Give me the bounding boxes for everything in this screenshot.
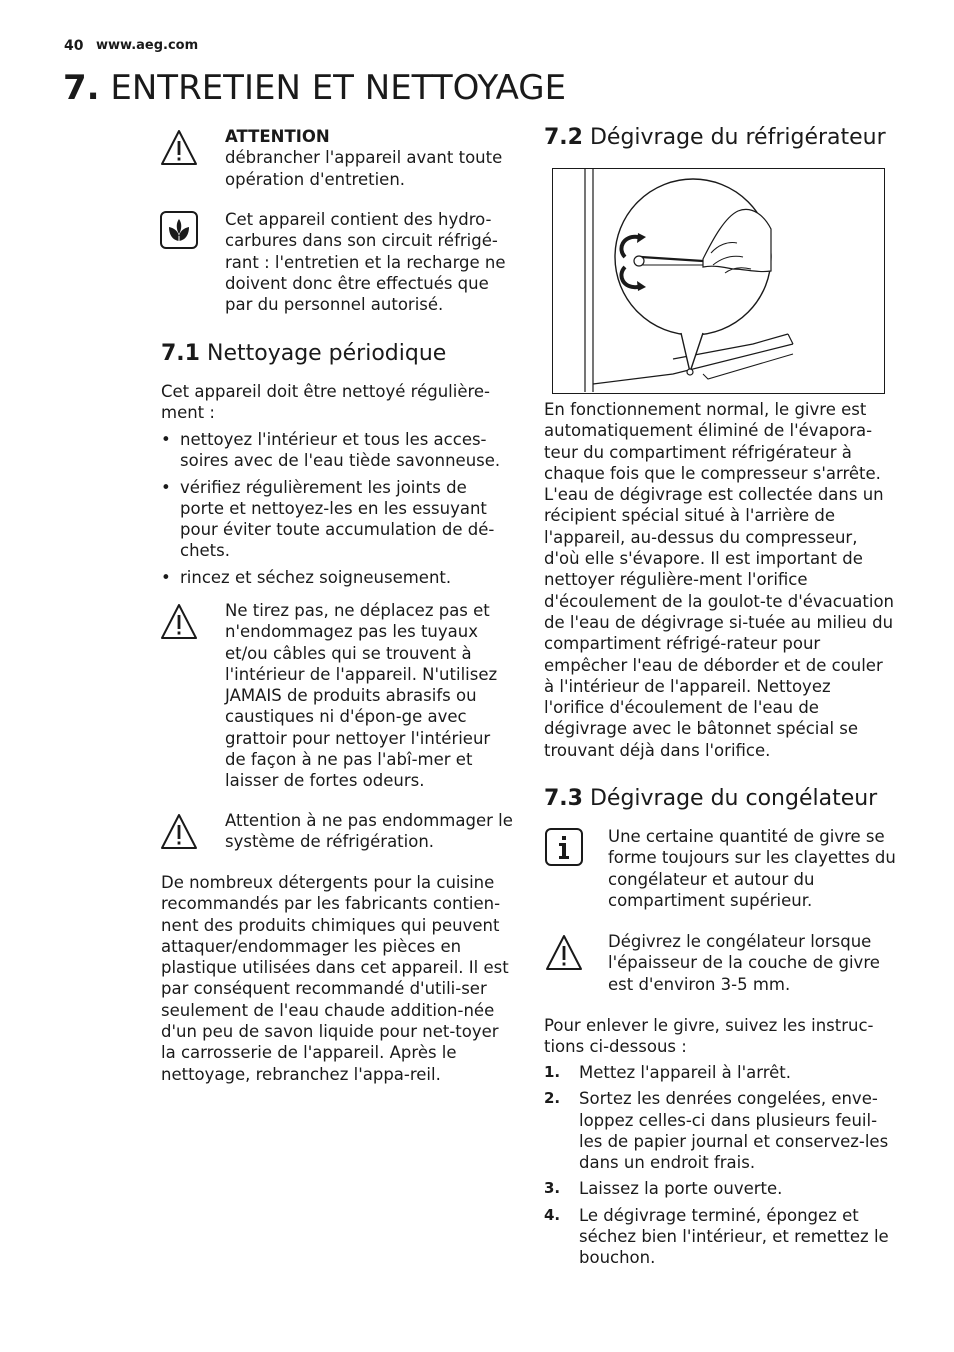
- section-7-1-intro: Cet appareil doit être nettoyé régulière-ment :: [161, 382, 491, 423]
- section-7-1-heading: 7.1 Nettoyage périodique: [161, 341, 447, 366]
- warning-triangle-icon: [159, 812, 199, 852]
- header-url: www.aeg.com: [96, 38, 199, 53]
- section-7-3-heading: 7.3 Dégivrage du congélateur: [544, 786, 878, 811]
- attention-heading: ATTENTION: [225, 127, 330, 146]
- chapter-title: [63, 66, 566, 110]
- attention-text: débrancher l'appareil avant toute opération d'entretien.: [225, 148, 503, 189]
- warning-triangle-icon: [159, 128, 199, 168]
- list-item: 3. Laissez la porte ouverte.: [544, 1179, 783, 1199]
- list-item: 1. Mettez l'appareil à l'arrêt.: [544, 1063, 792, 1082]
- list-item: 4. Le dégivrage terminé, épongez et séchez bien l'intérieur, et remettez le bouchon.: [544, 1205, 889, 1268]
- list-item: • nettoyez l'intérieur et tous les acces-soires avec de l'eau tiède savonneuse.: [161, 429, 513, 472]
- list-item: • vérifiez régulièrement les joints de porte et nettoyez-les en les essuyant pour éviter toute accumulation de dé-chets.: [161, 477, 513, 562]
- section-7-1-body: De nombreux détergents pour la cuisine recommandés par les fabricants contien-nent des produits chimiques qui peuvent attaquer/endommager les pièces en plastique utilisées dans cet appareil. Il est par conséquent recommandé d'utili-ser seulement de l'eau chaude addition-née d'un peu de savon liquide pour net-toyer la carrosserie de l'appareil. Après le nettoyage, rebranchez l'appa-reil.: [161, 873, 509, 1084]
- attention-note: [225, 126, 515, 190]
- list-item: • rincez et séchez soigneusement.: [161, 567, 513, 588]
- hydrocarbon-note: Cet appareil contient des hydro-carbures dans son circuit réfrigé-rant : l'entretien et la recharge ne doivent donc être effectués que par du personnel autorisé.: [225, 210, 506, 315]
- environment-leaf-icon: [159, 210, 199, 250]
- warning-note-frost-thickness: Dégivrez le congélateur lorsque l'épaisseur de la couche de givre est d'environ 3-5 mm.: [608, 932, 880, 994]
- page-number: 40: [64, 38, 84, 54]
- warning-triangle-icon: [544, 933, 584, 973]
- chapter-number: 7.: [63, 68, 100, 108]
- warning-triangle-icon: [159, 602, 199, 642]
- drain-cleaning-drawing: [553, 169, 883, 392]
- section-7-2-body: En fonctionnement normal, le givre est automatiquement éliminé de l'évapora-teur du compartiment réfrigérateur à chaque fois que le compresseur s'arrête. L'eau de dégivrage est collectée dans un récipient spécial situé à l'arrière de l'appareil, au-dessus du compresseur, d'où elle s'évapore. Il est important de nettoyer régulière-ment l'orifice d'écoulement de la goulot-te d'évacuation de l'eau de dégivrage si-tuée au milieu du compartiment réfrigé-rateur pour empêcher l'eau de déborder et de couler à l'intérieur de l'appareil. Nettoyez l'orifice d'écoulement de l'eau de dégivrage avec le bâtonnet spécial se trouvant déjà dans l'orifice.: [544, 400, 895, 760]
- section-7-2-heading: 7.2 Dégivrage du réfrigérateur: [544, 125, 886, 150]
- list-item: 2. Sortez les denrées congelées, enve-loppez celles-ci dans plusieurs feuil-les de papier journal et conservez-les dans un endroit frais.: [544, 1089, 889, 1173]
- section-7-3-intro: Pour enlever le givre, suivez les instruc-tions ci-dessous :: [544, 1016, 874, 1057]
- info-note-frost: Une certaine quantité de givre se forme toujours sur les clayettes du congélateur et autour du compartiment supérieur.: [608, 827, 896, 910]
- information-icon: [544, 827, 584, 867]
- warning-note-refrigeration: Attention à ne pas endommager le système de réfrigération.: [225, 811, 513, 852]
- defrost-steps-list: [544, 1062, 896, 1274]
- cleaning-bullet-list: [161, 429, 513, 593]
- warning-note-cables: Ne tirez pas, ne déplacez pas et n'endommagez pas les tuyaux et/ou câbles qui se trouvent à l'intérieur de l'appareil. N'utilisez JAMAIS de produits abrasifs ou caustiques ni d'épon-ge avec grattoir pour nettoyer l'intérieur de façon à ne pas l'abî-mer et laisser de fortes odeurs.: [225, 601, 498, 791]
- defrost-drain-illustration: [552, 168, 885, 394]
- chapter-title-text: ENTRETIEN ET NETTOYAGE: [110, 68, 567, 108]
